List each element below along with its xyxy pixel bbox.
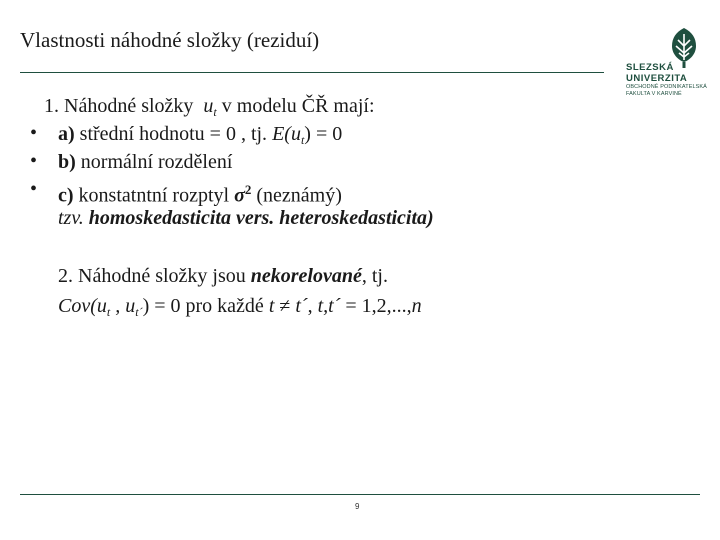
- cond-range: = 1,2,...,: [340, 295, 412, 317]
- note-prefix: tzv.: [58, 207, 89, 229]
- item-label: c): [58, 184, 74, 207]
- list-item: [58, 150, 232, 174]
- intro-var: u: [203, 95, 214, 117]
- intro-sub: t: [213, 105, 217, 119]
- cond-neq: ≠: [274, 295, 296, 317]
- section1-intro: [44, 94, 375, 124]
- list-item: [58, 178, 342, 208]
- logo-text-line2: UNIVERZITA: [626, 73, 688, 84]
- item-text: konstatntní rozptyl: [73, 184, 235, 207]
- section2-line1: [58, 264, 388, 288]
- homoskedasticity-note: [58, 206, 434, 230]
- item-text: střední hodnotu = 0 , tj.: [74, 123, 273, 145]
- cond-n: n: [411, 295, 422, 317]
- bullet-dot: •: [30, 178, 38, 200]
- expr-post: ) = 0: [304, 123, 343, 145]
- item-text: normální rozdělení: [75, 151, 233, 173]
- item-after: (neznámý): [251, 184, 342, 207]
- s2-emph: nekorelované: [250, 265, 362, 287]
- expr-sub: t: [300, 133, 305, 147]
- item-label: b): [58, 151, 76, 173]
- logo-text-line4: FAKULTA V KARVINÉ: [626, 91, 682, 97]
- sigma-power: 2: [244, 182, 252, 197]
- cov-post: ) = 0 pro každé: [142, 295, 269, 317]
- cov-mid: , u: [110, 295, 136, 317]
- logo-text-line3: OBCHODNĚ PODNIKATELSKÁ: [626, 84, 707, 90]
- cov-sub2: t´: [135, 305, 143, 319]
- note-bold: homoskedasticita vers. heteroskedasticita): [88, 207, 434, 229]
- section2-line2: [58, 294, 422, 324]
- cov-sub1: t: [106, 305, 111, 319]
- cond-t2: t´: [295, 295, 308, 317]
- cond-t: t: [268, 295, 275, 317]
- s2-prefix: 2. Náhodné složky jsou: [58, 265, 251, 287]
- bullet-dot: •: [30, 150, 38, 172]
- sigma-symbol: σ: [234, 184, 245, 207]
- intro-suffix: v modelu ČŘ mají:: [216, 95, 375, 117]
- logo-text-line1: SLEZSKÁ: [626, 62, 674, 73]
- bullet-dot: •: [30, 122, 38, 144]
- page-number: 9: [355, 502, 360, 511]
- intro-prefix: 1. Náhodné složky: [44, 95, 194, 117]
- page-title: Vlastnosti náhodné složky (reziduí): [20, 28, 320, 52]
- expr-pre: E(u: [272, 123, 301, 145]
- cond-tt: t,t´: [317, 295, 341, 317]
- list-item: [58, 122, 342, 152]
- cond-sep: ,: [307, 295, 318, 317]
- cov-pre: Cov(u: [58, 295, 107, 317]
- footer-divider: [20, 494, 700, 495]
- item-label: a): [58, 123, 75, 145]
- s2-suffix: , tj.: [361, 265, 388, 287]
